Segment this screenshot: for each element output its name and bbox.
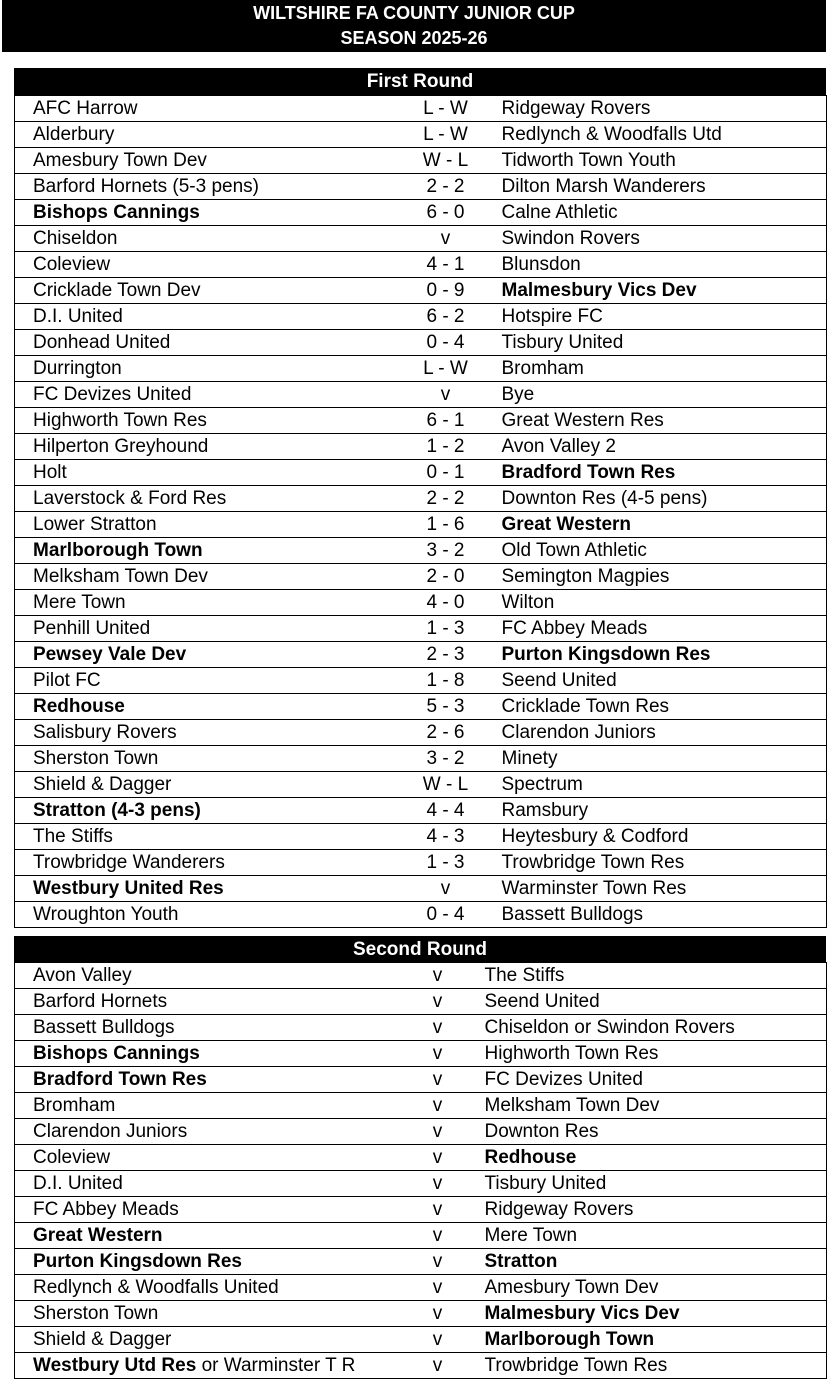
home-team-name: FC Abbey Meads (33, 1198, 179, 1220)
away-team: Blunsdon (497, 252, 827, 278)
fixture-row (15, 824, 827, 850)
score: L - W (395, 122, 497, 148)
home-team (15, 902, 395, 928)
away-team: Highworth Town Res (481, 1041, 827, 1067)
away-team: Tisbury United (497, 330, 827, 356)
home-team-name: D.I. United (33, 1172, 123, 1194)
away-team: Malmesbury Vics Dev (497, 278, 827, 304)
first-round-header: First Round (14, 68, 826, 95)
home-team (15, 1327, 395, 1353)
document-title (2, 0, 826, 52)
home-team (15, 564, 395, 590)
score: v (395, 1223, 481, 1249)
home-team (15, 616, 395, 642)
home-team-name: Holt (33, 461, 67, 483)
away-team: Redlynch & Woodfalls Utd (497, 122, 827, 148)
home-team-name: Bishops Cannings (33, 201, 200, 223)
home-team-name: D.I. United (33, 305, 123, 327)
away-team: Swindon Rovers (497, 226, 827, 252)
away-team: Chiseldon or Swindon Rovers (481, 1015, 827, 1041)
away-team: Purton Kingsdown Res (497, 642, 827, 668)
fixture-row (15, 1197, 827, 1223)
home-team (15, 798, 395, 824)
home-team-name: Salisbury Rovers (33, 721, 177, 743)
score: v (395, 382, 497, 408)
home-team-suffix: or Warminster T R (196, 1354, 356, 1376)
home-team-name: Westbury Utd Res (33, 1354, 197, 1376)
fixture-row (15, 1171, 827, 1197)
fixture-row (15, 304, 827, 330)
home-team (15, 720, 395, 746)
home-team-name: Bradford Town Res (33, 1068, 207, 1090)
home-team-name: Coleview (33, 253, 111, 275)
home-team-name: Redlynch & Woodfalls United (33, 1276, 279, 1298)
first-round-section (14, 68, 826, 928)
score: v (395, 1353, 481, 1379)
home-team (15, 356, 395, 382)
score: 3 - 2 (395, 538, 497, 564)
home-team-name: Sherston Town (33, 747, 159, 769)
score: 0 - 9 (395, 278, 497, 304)
home-team (15, 408, 395, 434)
away-team: Ridgeway Rovers (481, 1197, 827, 1223)
home-team (15, 1171, 395, 1197)
fixture-row (15, 122, 827, 148)
home-team (15, 746, 395, 772)
score: 0 - 1 (395, 460, 497, 486)
score: v (395, 1171, 481, 1197)
home-team (15, 1145, 395, 1171)
score: 4 - 1 (395, 252, 497, 278)
home-team-name: Great Western (33, 1224, 163, 1246)
home-team (15, 989, 395, 1015)
title-line-2: SEASON 2025-26 (340, 28, 488, 48)
home-team (15, 148, 395, 174)
fixture-row (15, 96, 827, 122)
fixture-row (15, 1145, 827, 1171)
home-team (15, 1119, 395, 1145)
score: W - L (395, 772, 497, 798)
fixture-row (15, 989, 827, 1015)
fixture-row (15, 746, 827, 772)
home-team (15, 694, 395, 720)
home-team-name: Purton Kingsdown Res (33, 1250, 242, 1272)
away-team: Ridgeway Rovers (497, 96, 827, 122)
home-team-name: Alderbury (33, 123, 115, 145)
score: v (395, 1067, 481, 1093)
away-team: Dilton Marsh Wanderers (497, 174, 827, 200)
score: v (395, 1197, 481, 1223)
away-team: Calne Athletic (497, 200, 827, 226)
home-team-name: Avon Valley (33, 964, 132, 986)
fixture-row (15, 1353, 827, 1379)
home-team-name: Laverstock & Ford Res (33, 487, 227, 509)
score: W - L (395, 148, 497, 174)
fixture-row (15, 590, 827, 616)
fixture-row (15, 226, 827, 252)
away-team: Bye (497, 382, 827, 408)
home-team-name: Sherston Town (33, 1302, 159, 1324)
home-team-name: Barford Hornets (5-3 pens) (33, 175, 259, 197)
score: v (395, 1145, 481, 1171)
away-team: Downton Res (481, 1119, 827, 1145)
home-team (15, 668, 395, 694)
score: 4 - 4 (395, 798, 497, 824)
score: 2 - 2 (395, 486, 497, 512)
fixture-row (15, 642, 827, 668)
score: 3 - 2 (395, 746, 497, 772)
second-round-table (14, 962, 827, 1379)
home-team (15, 850, 395, 876)
away-team: Downton Res (4-5 pens) (497, 486, 827, 512)
away-team: Bassett Bulldogs (497, 902, 827, 928)
score: v (395, 963, 481, 989)
score: v (395, 1041, 481, 1067)
score: 1 - 2 (395, 434, 497, 460)
first-round-table (14, 95, 827, 928)
fixture-row (15, 850, 827, 876)
away-team: Malmesbury Vics Dev (481, 1301, 827, 1327)
fixture-row (15, 174, 827, 200)
fixture-row (15, 694, 827, 720)
home-team-name: Lower Stratton (33, 513, 157, 535)
away-team: Cricklade Town Res (497, 694, 827, 720)
fixture-row (15, 1015, 827, 1041)
score: v (395, 1093, 481, 1119)
home-team-name: Marlborough Town (33, 539, 203, 561)
away-team: Great Western (497, 512, 827, 538)
home-team-name: Pewsey Vale Dev (33, 643, 187, 665)
fixture-row (15, 356, 827, 382)
away-team: Tisbury United (481, 1171, 827, 1197)
away-team: Great Western Res (497, 408, 827, 434)
home-team-name: Amesbury Town Dev (33, 149, 207, 171)
fixture-row (15, 148, 827, 174)
home-team (15, 1093, 395, 1119)
home-team-name: Bromham (33, 1094, 116, 1116)
home-team-name: Bishops Cannings (33, 1042, 200, 1064)
home-team (15, 434, 395, 460)
home-team (15, 512, 395, 538)
fixture-row (15, 200, 827, 226)
score: v (395, 989, 481, 1015)
fixture-row (15, 1041, 827, 1067)
away-team: FC Abbey Meads (497, 616, 827, 642)
away-team: Hotspire FC (497, 304, 827, 330)
home-team (15, 200, 395, 226)
home-team (15, 642, 395, 668)
home-team-name: Pilot FC (33, 669, 101, 691)
score: 4 - 0 (395, 590, 497, 616)
fixture-row (15, 616, 827, 642)
away-team: Seend United (481, 989, 827, 1015)
score: v (395, 876, 497, 902)
away-team: Mere Town (481, 1223, 827, 1249)
score: L - W (395, 96, 497, 122)
score: L - W (395, 356, 497, 382)
home-team-name: Trowbridge Wanderers (33, 851, 225, 873)
home-team (15, 1249, 395, 1275)
fixture-row (15, 382, 827, 408)
home-team-name: Donhead United (33, 331, 171, 353)
away-team: Stratton (481, 1249, 827, 1275)
score: 1 - 3 (395, 850, 497, 876)
home-team (15, 174, 395, 200)
score: 6 - 1 (395, 408, 497, 434)
home-team-name: Durrington (33, 357, 122, 379)
home-team (15, 96, 395, 122)
score: v (395, 1275, 481, 1301)
fixture-row (15, 720, 827, 746)
score: 0 - 4 (395, 330, 497, 356)
home-team (15, 538, 395, 564)
home-team-name: Barford Hornets (33, 990, 168, 1012)
home-team (15, 486, 395, 512)
home-team (15, 1275, 395, 1301)
fixture-row (15, 902, 827, 928)
fixture-row (15, 772, 827, 798)
fixture-row (15, 1223, 827, 1249)
home-team-name: Clarendon Juniors (33, 1120, 188, 1142)
score: 2 - 6 (395, 720, 497, 746)
home-team (15, 330, 395, 356)
score: v (395, 1249, 481, 1275)
fixture-row (15, 1093, 827, 1119)
home-team (15, 226, 395, 252)
home-team (15, 1197, 395, 1223)
home-team-name: AFC Harrow (33, 97, 138, 119)
home-team (15, 382, 395, 408)
away-team: FC Devizes United (481, 1067, 827, 1093)
score: 6 - 0 (395, 200, 497, 226)
fixture-row (15, 538, 827, 564)
fixture-row (15, 278, 827, 304)
fixture-row (15, 564, 827, 590)
home-team (15, 1015, 395, 1041)
fixture-row (15, 1119, 827, 1145)
away-team: Redhouse (481, 1145, 827, 1171)
home-team-name: FC Devizes United (33, 383, 192, 405)
fixture-row (15, 512, 827, 538)
away-team: Tidworth Town Youth (497, 148, 827, 174)
score: 1 - 6 (395, 512, 497, 538)
fixture-row (15, 1067, 827, 1093)
away-team: Marlborough Town (481, 1327, 827, 1353)
score: 2 - 2 (395, 174, 497, 200)
score: 5 - 3 (395, 694, 497, 720)
away-team: Avon Valley 2 (497, 434, 827, 460)
away-team: Clarendon Juniors (497, 720, 827, 746)
score: 2 - 0 (395, 564, 497, 590)
home-team (15, 278, 395, 304)
score: 1 - 8 (395, 668, 497, 694)
home-team (15, 772, 395, 798)
fixture-row (15, 486, 827, 512)
away-team: Melksham Town Dev (481, 1093, 827, 1119)
home-team (15, 1353, 395, 1379)
home-team-name: Chiseldon (33, 227, 118, 249)
home-team-name: Wroughton Youth (33, 903, 179, 925)
home-team-name: Melksham Town Dev (33, 565, 208, 587)
home-team (15, 963, 395, 989)
home-team (15, 1041, 395, 1067)
home-team-name: Shield & Dagger (33, 1328, 172, 1350)
away-team: Trowbridge Town Res (481, 1353, 827, 1379)
home-team (15, 824, 395, 850)
home-team-name: Mere Town (33, 591, 126, 613)
away-team: Ramsbury (497, 798, 827, 824)
away-team: Old Town Athletic (497, 538, 827, 564)
score: 0 - 4 (395, 902, 497, 928)
home-team (15, 1301, 395, 1327)
home-team-name: Highworth Town Res (33, 409, 207, 431)
score: 4 - 3 (395, 824, 497, 850)
fixture-row (15, 1301, 827, 1327)
away-team: Spectrum (497, 772, 827, 798)
home-team (15, 304, 395, 330)
home-team (15, 1067, 395, 1093)
away-team: Seend United (497, 668, 827, 694)
away-team: Heytesbury & Codford (497, 824, 827, 850)
home-team-name: Westbury United Res (33, 877, 224, 899)
fixture-row (15, 434, 827, 460)
score: v (395, 1015, 481, 1041)
away-team: Trowbridge Town Res (497, 850, 827, 876)
score: v (395, 1119, 481, 1145)
fixture-row (15, 798, 827, 824)
home-team (15, 1223, 395, 1249)
home-team-name: Hilperton Greyhound (33, 435, 209, 457)
score: 1 - 3 (395, 616, 497, 642)
home-team (15, 460, 395, 486)
fixture-row (15, 330, 827, 356)
away-team: Minety (497, 746, 827, 772)
home-team-name: Cricklade Town Dev (33, 279, 201, 301)
fixture-row (15, 408, 827, 434)
fixture-row (15, 876, 827, 902)
score: v (395, 1327, 481, 1353)
away-team: Bromham (497, 356, 827, 382)
fixture-row (15, 668, 827, 694)
score: 6 - 2 (395, 304, 497, 330)
away-team: Amesbury Town Dev (481, 1275, 827, 1301)
home-team-name: Bassett Bulldogs (33, 1016, 175, 1038)
fixture-row (15, 1327, 827, 1353)
home-team-name: Shield & Dagger (33, 773, 172, 795)
home-team-name: Penhill United (33, 617, 151, 639)
away-team: Wilton (497, 590, 827, 616)
fixture-row (15, 1249, 827, 1275)
second-round-section (14, 936, 826, 1379)
fixture-row (15, 1275, 827, 1301)
score: 2 - 3 (395, 642, 497, 668)
home-team (15, 876, 395, 902)
home-team-name: Coleview (33, 1146, 111, 1168)
fixture-row (15, 252, 827, 278)
fixture-row (15, 963, 827, 989)
second-round-header: Second Round (14, 936, 826, 962)
fixture-row (15, 460, 827, 486)
home-team-name: The Stiffs (33, 825, 113, 847)
title-line-1: WILTSHIRE FA COUNTY JUNIOR CUP (253, 3, 575, 23)
home-team (15, 122, 395, 148)
away-team: Warminster Town Res (497, 876, 827, 902)
score: v (395, 1301, 481, 1327)
away-team: Semington Magpies (497, 564, 827, 590)
home-team (15, 252, 395, 278)
home-team (15, 590, 395, 616)
score: v (395, 226, 497, 252)
home-team-name: Stratton (4-3 pens) (33, 799, 201, 821)
away-team: The Stiffs (481, 963, 827, 989)
home-team-name: Redhouse (33, 695, 125, 717)
away-team: Bradford Town Res (497, 460, 827, 486)
